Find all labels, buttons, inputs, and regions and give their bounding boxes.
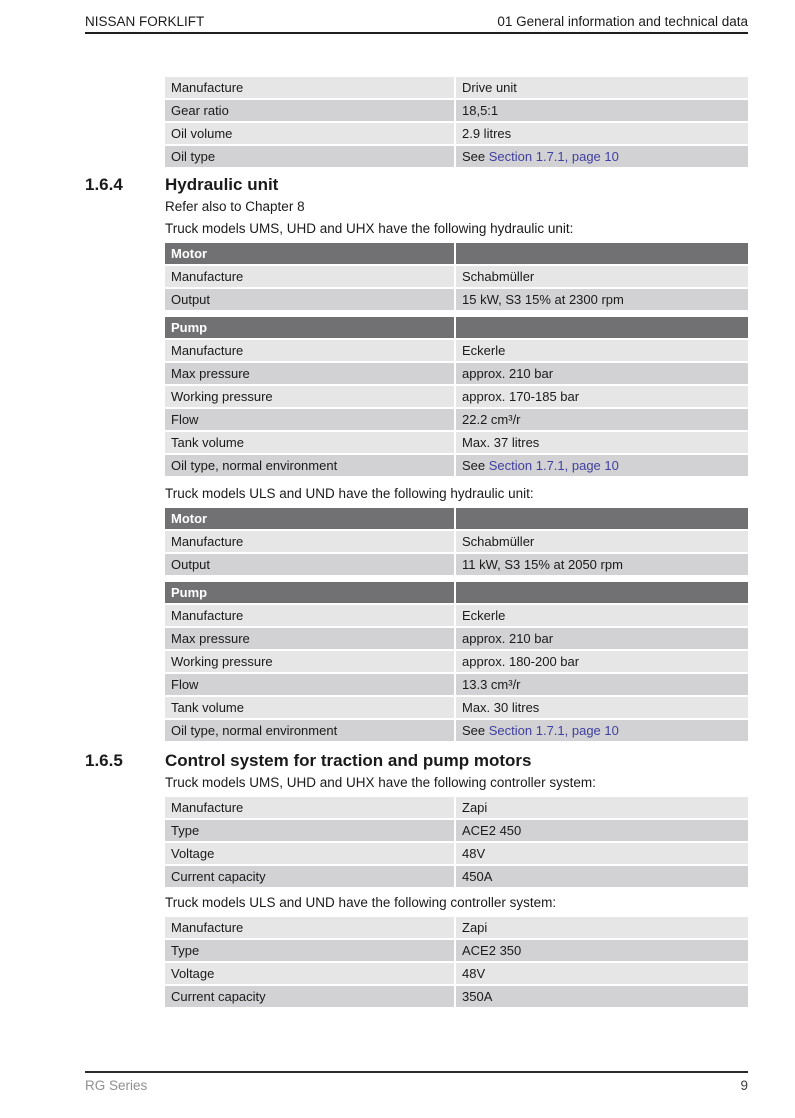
row-value: ACE2 450 xyxy=(456,820,748,841)
header-chapter-title: 01 General information and technical data xyxy=(497,14,748,29)
cross-reference-link[interactable]: Section 1.7.1, page 10 xyxy=(488,723,619,738)
table-row xyxy=(165,963,748,984)
drive-unit-table xyxy=(165,77,748,167)
row-value: Max. 30 litres xyxy=(456,697,748,718)
table-row xyxy=(165,940,748,961)
row-value: 18,5:1 xyxy=(456,100,748,121)
row-label: Current capacity xyxy=(165,866,454,887)
row-label: Manufacture xyxy=(165,605,454,626)
row-value: Eckerle xyxy=(456,605,748,626)
row-value: Max. 37 litres xyxy=(456,432,748,453)
section-number: 1.6.5 xyxy=(85,751,123,770)
row-label: Flow xyxy=(165,409,454,430)
table-header-spacer xyxy=(456,508,748,529)
table-row xyxy=(165,146,748,167)
table-header-spacer xyxy=(456,582,748,603)
table-header-spacer xyxy=(456,243,748,264)
table-row xyxy=(165,697,748,718)
row-value: 450A xyxy=(456,866,748,887)
row-value: 48V xyxy=(456,963,748,984)
row-value: 2.9 litres xyxy=(456,123,748,144)
table-row xyxy=(165,77,748,98)
table-row xyxy=(165,866,748,887)
table-header-row xyxy=(165,317,748,338)
row-label: Oil type xyxy=(165,146,454,167)
row-value: 15 kW, S3 15% at 2300 rpm xyxy=(456,289,748,310)
row-value: Drive unit xyxy=(456,77,748,98)
row-label: Tank volume xyxy=(165,697,454,718)
intro-hydraulic-ums: Truck models UMS, UHD and UHX have the following hydraulic unit: xyxy=(165,221,574,236)
row-label: Type xyxy=(165,940,454,961)
row-label: Manufacture xyxy=(165,917,454,938)
row-value: Zapi xyxy=(456,797,748,818)
row-value: approx. 180-200 bar xyxy=(456,651,748,672)
table-header-label: Motor xyxy=(165,508,454,529)
row-label: Manufacture xyxy=(165,77,454,98)
table-row xyxy=(165,797,748,818)
table-header-row xyxy=(165,508,748,529)
table-row xyxy=(165,531,748,552)
row-label: Voltage xyxy=(165,963,454,984)
pump-table-ums xyxy=(165,317,748,476)
table-row xyxy=(165,674,748,695)
row-label: Oil type, normal environment xyxy=(165,455,454,476)
table-row xyxy=(165,843,748,864)
cross-reference-link[interactable]: Section 1.7.1, page 10 xyxy=(488,458,619,473)
refer-note: Refer also to Chapter 8 xyxy=(165,199,305,214)
section-title: Control system for traction and pump motors xyxy=(165,751,532,770)
table-row xyxy=(165,820,748,841)
row-label: Output xyxy=(165,289,454,310)
table-row xyxy=(165,455,748,476)
intro-hydraulic-uls: Truck models ULS and UND have the following hydraulic unit: xyxy=(165,486,534,501)
section-title: Hydraulic unit xyxy=(165,175,279,194)
row-label: Voltage xyxy=(165,843,454,864)
footer-series-label: RG Series xyxy=(85,1078,148,1093)
row-label: Output xyxy=(165,554,454,575)
row-value: 350A xyxy=(456,986,748,1007)
table-row xyxy=(165,123,748,144)
table-header-label: Pump xyxy=(165,582,454,603)
row-value: ACE2 350 xyxy=(456,940,748,961)
table-header-row xyxy=(165,243,748,264)
row-value: 11 kW, S3 15% at 2050 rpm xyxy=(456,554,748,575)
row-label: Working pressure xyxy=(165,651,454,672)
pump-table-uls xyxy=(165,582,748,741)
section-number: 1.6.4 xyxy=(85,175,123,194)
row-label: Manufacture xyxy=(165,340,454,361)
row-value: approx. 210 bar xyxy=(456,363,748,384)
row-label: Max pressure xyxy=(165,363,454,384)
table-row xyxy=(165,386,748,407)
row-label: Current capacity xyxy=(165,986,454,1007)
table-row xyxy=(165,720,748,741)
row-value: Zapi xyxy=(456,917,748,938)
controller-table-uls xyxy=(165,917,748,1007)
row-value: See Section 1.7.1, page 10 xyxy=(456,455,748,476)
row-value: See Section 1.7.1, page 10 xyxy=(456,720,748,741)
row-label: Manufacture xyxy=(165,266,454,287)
row-label: Manufacture xyxy=(165,531,454,552)
table-row xyxy=(165,266,748,287)
row-value: Schabmüller xyxy=(456,531,748,552)
table-header-label: Pump xyxy=(165,317,454,338)
table-header-spacer xyxy=(456,317,748,338)
row-label: Oil volume xyxy=(165,123,454,144)
motor-table-ums xyxy=(165,243,748,310)
row-value: approx. 170-185 bar xyxy=(456,386,748,407)
row-value: 22.2 cm³/r xyxy=(456,409,748,430)
header-document-title: NISSAN FORKLIFT xyxy=(85,14,205,29)
footer-page-number: 9 xyxy=(740,1078,748,1093)
row-value: See Section 1.7.1, page 10 xyxy=(456,146,748,167)
cross-reference-link[interactable]: Section 1.7.1, page 10 xyxy=(488,149,619,164)
section-heading-control-system xyxy=(85,751,748,771)
row-value: approx. 210 bar xyxy=(456,628,748,649)
table-row xyxy=(165,628,748,649)
motor-table-uls xyxy=(165,508,748,575)
row-label: Working pressure xyxy=(165,386,454,407)
row-label: Gear ratio xyxy=(165,100,454,121)
row-label: Manufacture xyxy=(165,797,454,818)
table-row xyxy=(165,409,748,430)
row-label: Flow xyxy=(165,674,454,695)
table-row xyxy=(165,986,748,1007)
row-value: 13.3 cm³/r xyxy=(456,674,748,695)
table-header-label: Motor xyxy=(165,243,454,264)
row-value: Eckerle xyxy=(456,340,748,361)
row-label: Max pressure xyxy=(165,628,454,649)
table-row xyxy=(165,100,748,121)
table-row xyxy=(165,340,748,361)
row-label: Type xyxy=(165,820,454,841)
table-header-row xyxy=(165,582,748,603)
table-row xyxy=(165,289,748,310)
intro-controller-uls: Truck models ULS and UND have the following controller system: xyxy=(165,895,557,910)
controller-table-ums xyxy=(165,797,748,887)
intro-controller-ums: Truck models UMS, UHD and UHX have the following controller system: xyxy=(165,775,596,790)
row-value: Schabmüller xyxy=(456,266,748,287)
table-row xyxy=(165,605,748,626)
page-content xyxy=(85,77,748,1009)
section-heading-hydraulic-unit xyxy=(85,175,748,195)
page-header xyxy=(85,0,748,34)
row-label: Oil type, normal environment xyxy=(165,720,454,741)
table-row xyxy=(165,432,748,453)
row-label: Tank volume xyxy=(165,432,454,453)
page-footer xyxy=(85,1071,748,1093)
table-row xyxy=(165,651,748,672)
table-row xyxy=(165,554,748,575)
table-row xyxy=(165,363,748,384)
table-row xyxy=(165,917,748,938)
row-value: 48V xyxy=(456,843,748,864)
